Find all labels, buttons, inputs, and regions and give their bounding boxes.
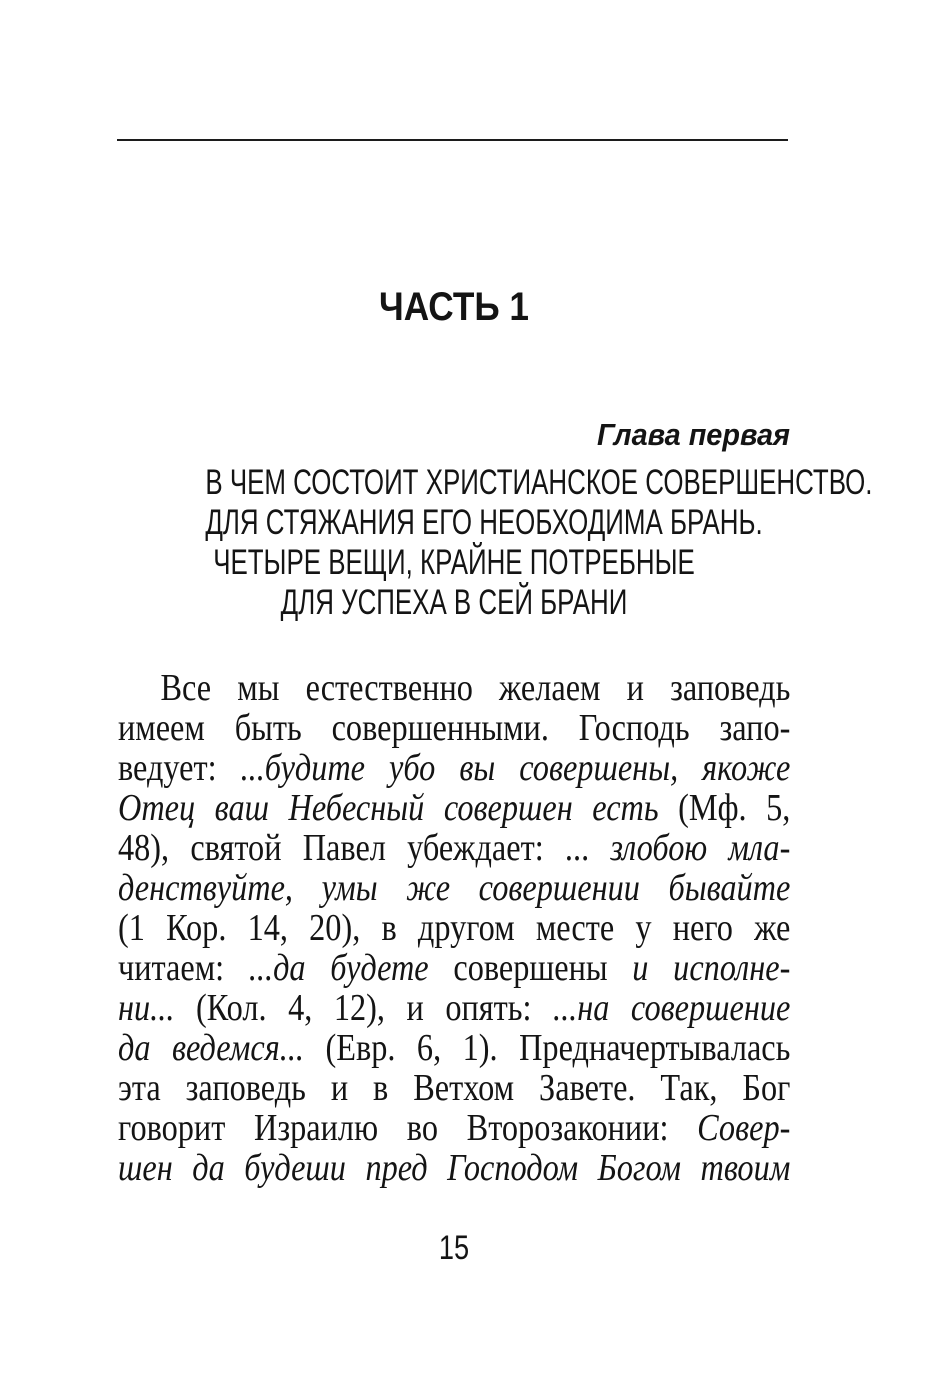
body-line <box>118 1148 790 1188</box>
text-segment: Все мы естественно желаем и заповедь <box>160 667 791 709</box>
chapter-title-line: ДЛЯ УСПЕХА В СЕЙ БРАНИ <box>280 583 628 622</box>
header-rule <box>117 139 788 141</box>
text-segment: совершены <box>453 947 633 989</box>
part-title: ЧАСТЬ 1 <box>379 285 529 329</box>
text-segment: да ведемся... <box>118 1027 326 1069</box>
body-line <box>118 708 790 748</box>
text-segment: ...да будете <box>248 947 454 989</box>
text-segment: имеем быть совершенными. Господь запо- <box>118 707 791 749</box>
text-segment: Совер- <box>697 1107 791 1149</box>
body-line <box>118 868 790 908</box>
text-segment: читаем: <box>118 947 249 989</box>
text-segment: ни... <box>118 987 196 1029</box>
body-line <box>118 748 790 788</box>
text-segment: ...на совершение <box>553 987 791 1029</box>
text-segment: денствуйте, умы же совершении бывайте <box>118 867 791 909</box>
text-segment: и исполне- <box>632 947 791 989</box>
body-line <box>118 988 790 1028</box>
text-segment: 48), святой Павел убеждает: ... <box>118 827 611 869</box>
body-paragraph <box>118 668 790 1188</box>
text-segment: ведует: <box>118 747 241 789</box>
text-segment: Отец ваш Небесный совершен есть <box>118 787 679 829</box>
text-segment: злобою мла- <box>610 827 791 869</box>
body-line <box>118 668 790 708</box>
body-line <box>118 1108 790 1148</box>
chapter-title <box>118 463 873 623</box>
text-segment: шен да будеши пред Господом Богом твоим <box>118 1147 791 1189</box>
text-segment: (1 Кор. 14, 20), в другом месте у него же <box>118 907 791 949</box>
text-segment: ...будите убо вы совершены, якоже <box>240 747 791 789</box>
chapter-title-line: ДЛЯ СТЯЖАНИЯ ЕГО НЕОБХОДИМА БРАНЬ. <box>205 503 763 542</box>
text-segment: эта заповедь и в Ветхом Завете. Так, Бог <box>118 1067 791 1109</box>
body-line <box>118 1068 790 1108</box>
text-segment: (Кол. 4, 12), и опять: <box>195 987 554 1029</box>
body-line <box>118 948 790 988</box>
chapter-title-line: В ЧЕМ СОСТОИТ ХРИСТИАНСКОЕ СОВЕРШЕНСТВО. <box>205 463 873 502</box>
chapter-label: Глава первая <box>597 417 790 452</box>
text-segment: (Мф. 5, <box>678 787 791 829</box>
body-line <box>118 828 790 868</box>
body-line <box>118 788 790 828</box>
text-segment: говорит Израилю во Второзаконии: <box>118 1107 698 1149</box>
body-line <box>118 908 790 948</box>
text-segment: (Евр. 6, 1). Предначертывалась <box>325 1027 791 1069</box>
body-line <box>118 1028 790 1068</box>
chapter-title-line: ЧЕТЫРЕ ВЕЩИ, КРАЙНЕ ПОТРЕБНЫЕ <box>213 543 695 582</box>
page-number: 15 <box>438 1229 470 1267</box>
